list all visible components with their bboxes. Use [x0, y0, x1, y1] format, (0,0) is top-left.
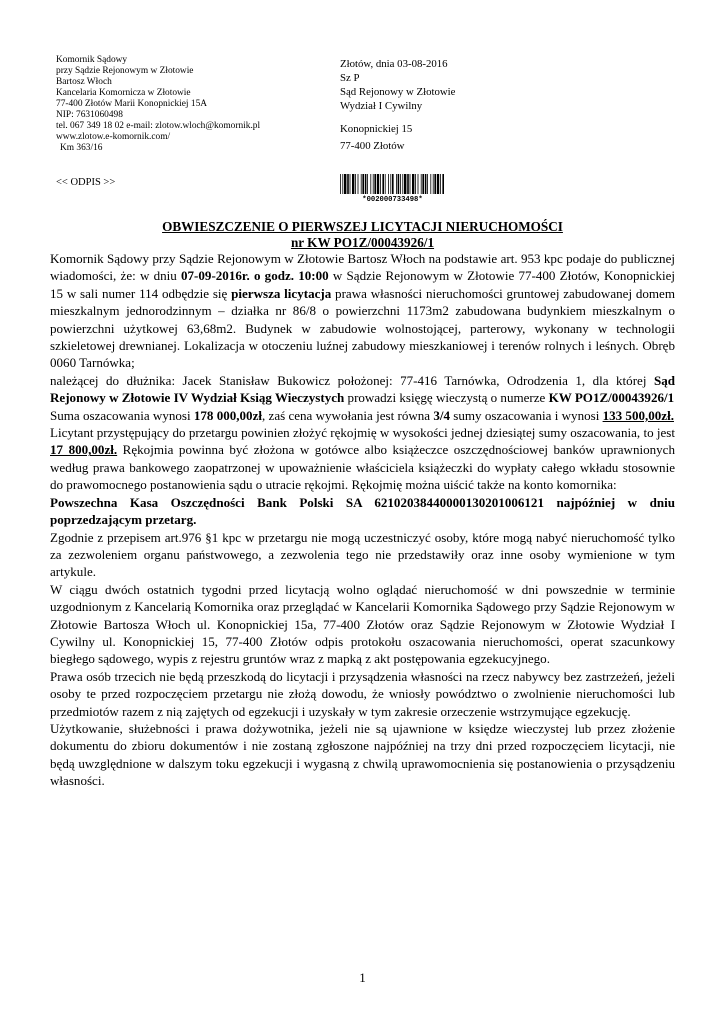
sender-line: przy Sądzie Rejonowym w Złotowie	[56, 66, 194, 76]
paragraph-restrictions: Zgodnie z przepisem art.976 §1 kpc w przetargu nie mogą uczestniczyć osoby, które mogą nabyć nieruchomość tylko za zezwoleniem organu państwowego, a zezwolenia tego nie przedstawiły oraz inne osoby wymienione w tym artykule.	[50, 529, 675, 580]
land-registry-number: KW PO1Z/00043926/1	[548, 390, 675, 406]
recipient-line: Wydział I Cywilny	[340, 100, 423, 112]
address-line: Konopnickiej 15	[340, 123, 413, 135]
sender-line: 77-400 Złotów Marii Konopnickiej 15A	[56, 99, 208, 109]
deposit-amount: 17 800,00zł.	[50, 442, 118, 458]
notice-kw-number: nr KW PO1Z/00043926/1	[290, 235, 435, 250]
notice-body	[50, 250, 675, 790]
auction-date: 07-09-2016r. o godz. 10:00	[181, 268, 329, 284]
paragraph-inspection: W ciągu dwóch ostatnich tygodni przed licytacją wolno oglądać nieruchomość w dni powszednie w terminie uzgodnionym z Kancelarią Komornika oraz przeglądać w Kancelarii Komornika Sądowego przy Sądzie Rejonowym w Złotowie Bartosza Włoch ul. Konopnickiej 15a, 77-400 Złotów oraz Sądzie Rejonowym w Złotowie Wydział I Cywilny ul. Konopnickiej 15, 77-400 Złotów odpis protokołu oszacowania nieruchomości, operat szacunkowy biegłego sądowego, wypis z rejestru gruntów wraz z mapką z akt postępowania egzekucyjnego.	[50, 581, 675, 667]
barcode	[339, 174, 446, 202]
notice-title: OBWIESZCZENIE O PIERWSZEJ LICYTACJI NIERUCHOMOŚCI	[162, 219, 563, 234]
recipient-line: Sz P	[340, 72, 360, 84]
paragraph-auction-details: Komornik Sądowy przy Sądzie Rejonowym w Złotowie Bartosz Włoch na podstawie art. 953 kpc podaje do publicznej wiadomości, że: w dniu 07-09-2016r. o godz. 10:00 w Sądzie Rejonowym w Złotowie 77-400 Złotów, Konopnickiej 15 w sali numer 114 odbędzie się pierwsza licytacja prawa własności nieruchomości gruntowej zabudowanej domem mieszkalnym jednorodzinnym – działka nr 86/8 o powierzchni 1173m2 zabudowana budynkiem mieszkalnym o powierzchni użytkowej 63,68m2. Budynek w zabudowie wolnostojącej, parterowy, wykonany w technologii szkieletowej drewnianej. Lokalizacja w otoczeniu luźnej zabudowy mieszkaniowej i terenów rolnych i leśnych. Obręb 0060 Tarnówka;	[50, 251, 676, 371]
auction-type: pierwsza licytacja	[231, 285, 332, 301]
paragraph-bank-account: Powszechna Kasa Oszczędności Bank Polski SA 62102038440000130201006121 najpóźniej w dniu poprzedzającym przetarg.	[50, 494, 675, 528]
barcode-text: *002000733498*	[362, 196, 423, 202]
sender-line: Kancelaria Komornicza w Złotowie	[56, 88, 191, 98]
paragraph-third-party-rights: Prawa osób trzecich nie będą przeszkodą do licytacji i przysądzenia własności na rzecz nabywcy bez zastrzeżeń, jeżeli osoby te przed rozpoczęciem przetargu nie złożą dowodu, że wniosły powództwo o zwolnienie nieruchomości lub przedmiotów razem z nią zajętych od egzekucji i uzyskały w tym zakresie orzeczenie wstrzymujące egzekucję.	[50, 668, 675, 719]
land-registry-court: Sąd Rejonowy w Złotowie IV Wydział Ksiąg Wieczystych	[50, 372, 675, 406]
recipient-block	[340, 57, 455, 153]
sender-line: tel. 067 349 18 02 e-mail: zlotow.wloch@komornik.pl	[56, 121, 261, 131]
starting-price: 133 500,00zł.	[602, 407, 674, 423]
valuation-sum: 178 000,00zł	[193, 407, 262, 423]
paragraph-deposit: Licytant przystępujący do przetargu powinien złożyć rękojmię w wysokości jednej dziesiątej sumy oszacowania, to jest 17 800,00zł. Rękojmia powinna być złożona w gotówce albo książeczce oszczędnościowej banków uprawnionych według prawa bankowego zaopatrzonej w upoważnienie właściciela książeczki do wypłaty całego wkładu stosownie do prawomocnego postanowienia sądu o utracie rękojmi. Rękojmię można uiścić także na konto komornika:	[50, 425, 675, 493]
sender-block	[56, 55, 260, 154]
page-number: 1	[359, 970, 366, 985]
sender-line: Bartosz Włoch	[56, 77, 112, 87]
paragraph-debtor: należącej do dłużnika: Jacek Stanisław Bukowicz położonej: 77-416 Tarnówka, Odrodzenia 1, dla której Sąd Rejonowy w Złotowie IV Wydział Ksiąg Wieczystych prowadzi księgę wieczystą o numerze KW PO1Z/00043926/1	[50, 372, 675, 406]
paragraph-valuation: Suma oszacowania wynosi 178 000,00zł, zaś cena wywołania jest równa 3/4 sumy oszacowania i wynosi 133 500,00zł.	[50, 407, 674, 423]
recipient-line: Sąd Rejonowy w Złotowie	[340, 86, 456, 98]
date-line: Złotów, dnia 03-08-2016	[340, 58, 448, 70]
sender-line: Komornik Sądowy	[56, 55, 128, 65]
address-line: 77-400 Złotów	[340, 140, 405, 152]
price-fraction: 3/4	[433, 407, 451, 423]
odpis-label: << ODPIS >>	[56, 177, 116, 188]
sender-line: NIP: 7631060498	[56, 110, 123, 120]
case-number: Km 363/16	[60, 143, 103, 153]
sender-line: www.zlotow.e-komornik.com/	[56, 132, 171, 142]
paragraph-easements: Użytkowanie, służebności i prawa dożywotnika, jeżeli nie są ujawnione w księdze wieczystej lub przez złożenie dokumentu do zbioru dokumentów i nie zostaną zgłoszone najpóźniej na trzy dni przed rozpoczęciem licytacji, nie będą uwzględnione w dalszym toku egzekucji i wygasną z chwilą uprawomocnienia się postanowienia o przysądzeniu własności.	[50, 720, 675, 789]
